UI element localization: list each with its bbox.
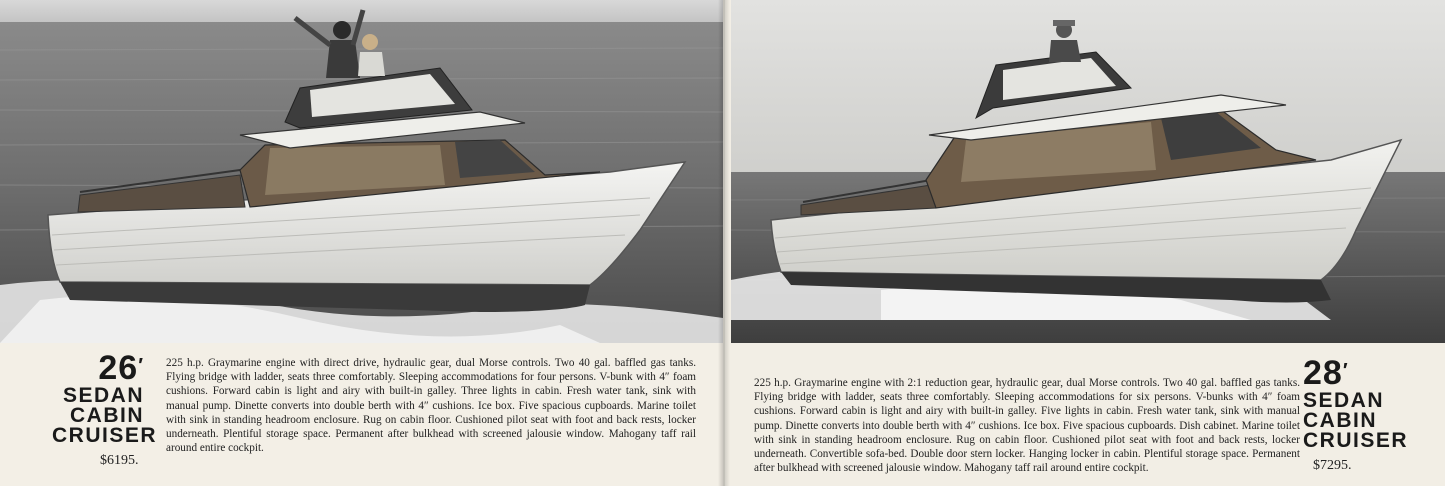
feet-mark: ′ [1342,360,1349,382]
model-title-26 [52,349,158,447]
page-gutter [718,0,730,486]
model-name-line: CABIN [1303,409,1377,432]
model-size-number: 26 [98,349,139,387]
model-title-28 [1303,355,1423,451]
description-28: 225 h.p. Graymarine engine with 2:1 reduction gear, hydraulic gear, dual Morse controls. Two 40 gal. baffled gas tanks. Flying bridge with ladder, seats three comfortably. Sleeping accommodations for six persons. V-bunks with 4″ foam cushions. Forward cabin is light and airy with built-in galley. Five lights in cabin. Fresh water tank, sink with manual pump. Dinette converts into double berth with 4″ cushions. Ice box. Five spacious cupboards. Dish cabinet. Marine toilet with sink in standing headroom enclosure. Rug on cabin floor. Cushioned pilot seat with foot and back rests, locker underneath. Convertible sofa-bed. Double door stern locker. Hanging locker in cabin. Plentiful storage space. Permanent after bulkhead with screened jalousie window. Mahogany taff rail around entire cockpit. [754,377,1300,475]
model-name-line: CRUISER [1303,429,1409,452]
model-name-line: SEDAN [1303,389,1385,412]
model-size-number: 28 [1303,354,1343,392]
description-26: 225 h.p. Graymarine engine with direct drive, hydraulic gear, dual Morse controls. Two 40 gal. baffled gas tanks. Flying bridge with ladder, seats three comfortably. Sleeping accommodations for four persons. V-bunk with 4″ foam cushions. Forward cabin is light and airy with built-in galley. Three lights in cabin. Fresh water tank, sink with manual pump. Dinette converts into double berth with 4″ cushions. Ice box. Five spacious cupboards. Marine toilet with sink in standing headroom enclosure. Rug on cabin floor. Cushioned pilot seat with foot and back rests, locker underneath. Plentiful storage space. Permanent after bulkhead with screened jalousie window. Mahogany taff rail around entire cockpit. [166,357,696,455]
price-26: $6195. [100,453,139,468]
feet-mark: ′ [138,355,144,377]
model-name-line: CRUISER [52,424,158,447]
model-size [52,350,144,386]
boat-photo-28 [731,0,1445,343]
model-name-line: CABIN [70,404,144,427]
model-size [1303,355,1423,391]
model-name-line: SEDAN [62,384,144,407]
boat-photo-26 [0,0,723,343]
right-page [723,0,1445,486]
price-28: $7295. [1313,458,1352,473]
